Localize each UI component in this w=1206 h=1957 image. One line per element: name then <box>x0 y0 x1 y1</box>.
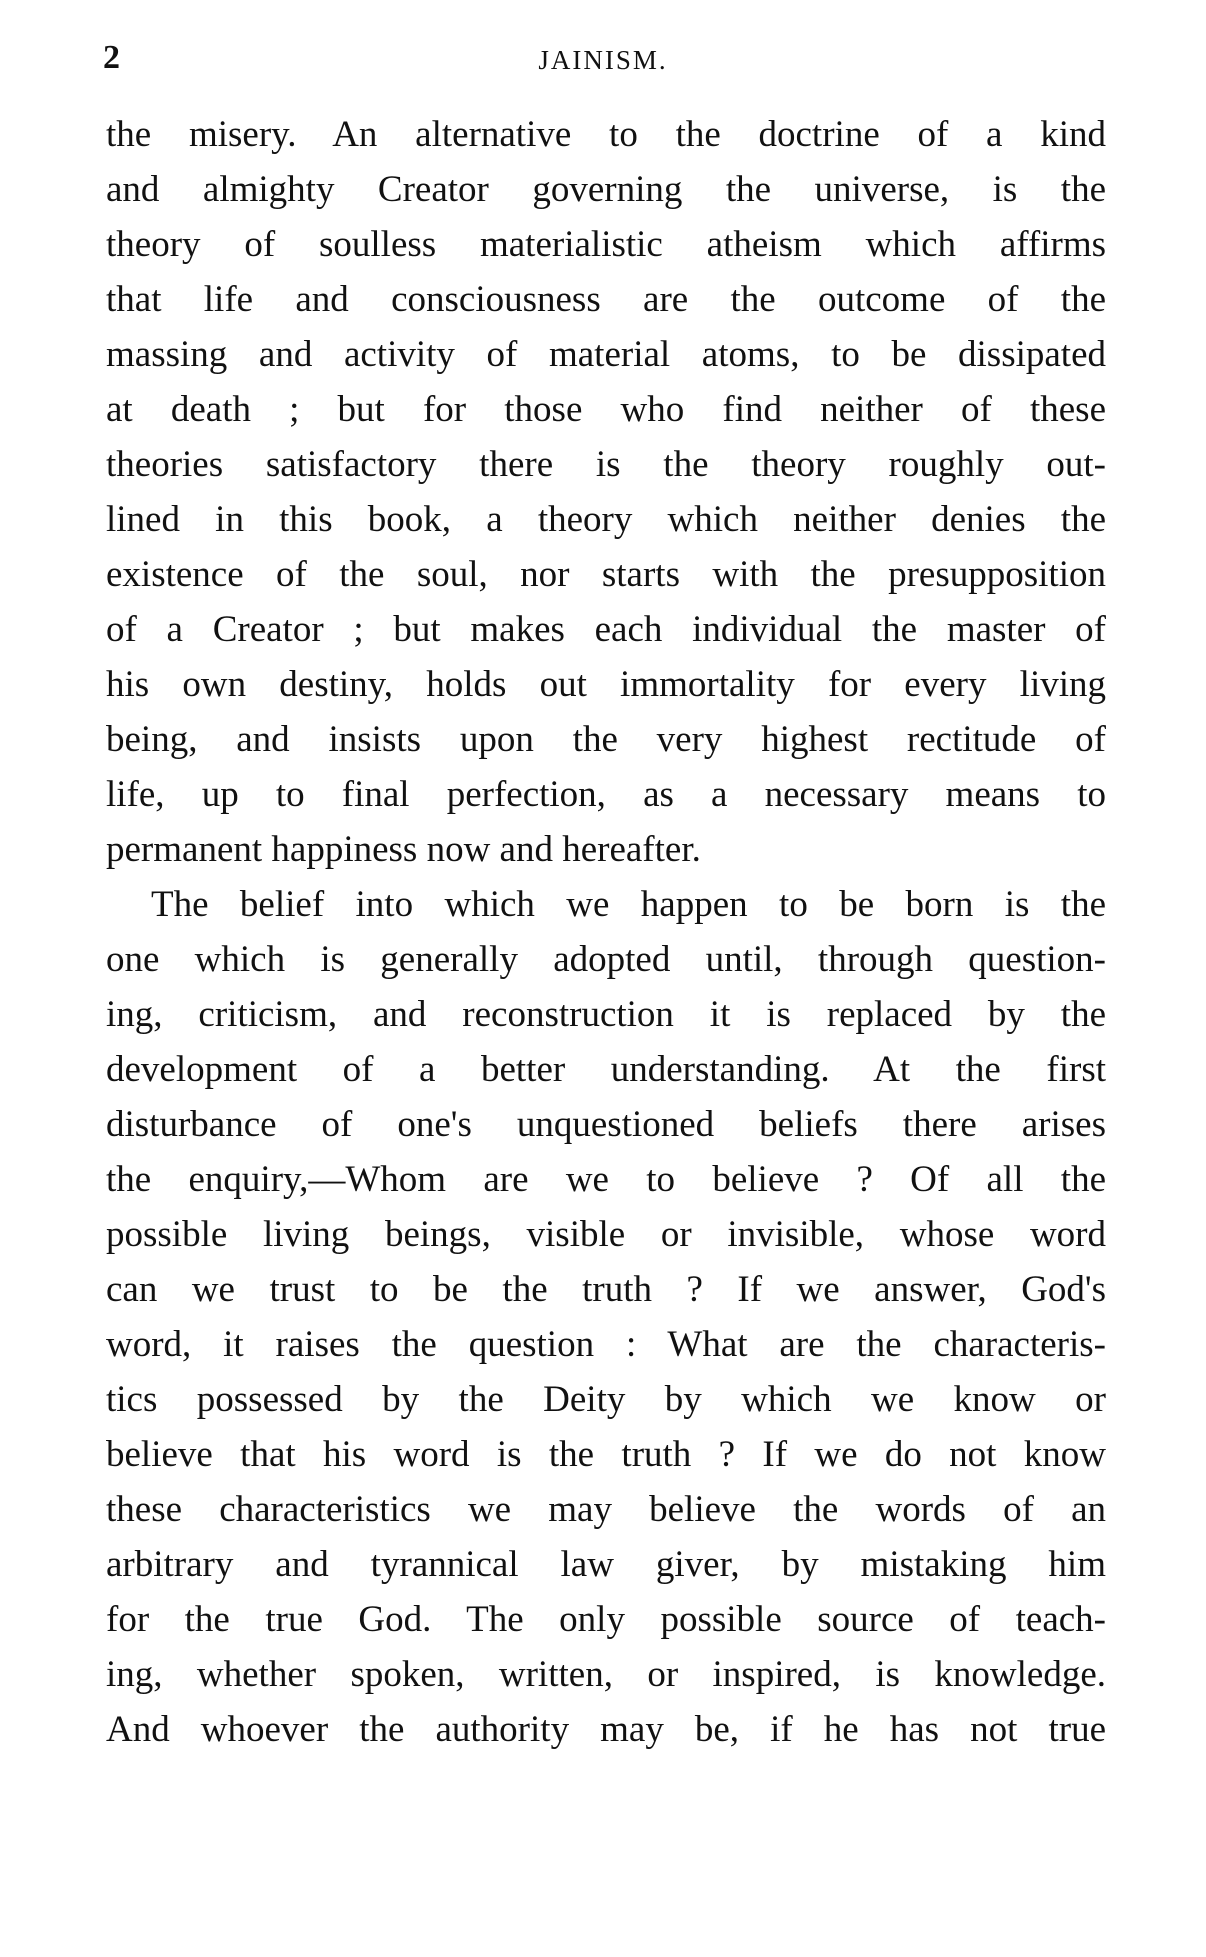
text-line: one which is generally adopted until, through question- <box>106 939 1106 980</box>
text-line: the enquiry,—Whom are we to believe ? Of all the <box>106 1159 1106 1200</box>
text-line: existence of the soul, nor starts with the presupposition <box>106 554 1106 595</box>
text-line: ing, criticism, and reconstruction it is replaced by the <box>106 994 1106 1035</box>
text-line: believe that his word is the truth ? If we do not know <box>106 1434 1106 1475</box>
paragraph-end-line: permanent happiness now and hereafter. <box>106 829 701 870</box>
text-line: theories satisfactory there is the theory roughly out- <box>106 444 1106 485</box>
text-line: for the true God. The only possible source of teach- <box>106 1599 1106 1640</box>
text-line: and almighty Creator governing the universe, is the <box>106 169 1106 210</box>
text-line: massing and activity of material atoms, to be dissipated <box>106 334 1106 375</box>
text-line: word, it raises the question : What are the characteris- <box>106 1324 1106 1365</box>
text-line: at death ; but for those who find neither of these <box>106 389 1106 430</box>
text-line: the misery. An alternative to the doctrine of a kind <box>106 114 1106 155</box>
text-line: these characteristics we may believe the words of an <box>106 1489 1106 1530</box>
text-line: possible living beings, visible or invisible, whose word <box>106 1214 1106 1255</box>
text-line: arbitrary and tyrannical law giver, by mistaking him <box>106 1544 1106 1585</box>
text-line: can we trust to be the truth ? If we answer, God's <box>106 1269 1106 1310</box>
text-line: tics possessed by the Deity by which we know or <box>106 1379 1106 1420</box>
running-title: JAINISM. <box>538 45 668 75</box>
text-line: that life and consciousness are the outcome of the <box>106 279 1106 320</box>
text-line: And whoever the authority may be, if he has not true <box>106 1709 1106 1750</box>
text-line: life, up to final perfection, as a necessary means to <box>106 774 1106 815</box>
text-line: theory of soulless materialistic atheism which affirms <box>106 224 1106 265</box>
text-line: of a Creator ; but makes each individual the master of <box>106 609 1106 650</box>
text-line: lined in this book, a theory which neither denies the <box>106 499 1106 540</box>
text-line: being, and insists upon the very highest rectitude of <box>106 719 1106 760</box>
paragraph-start-line: The belief into which we happen to be born is the <box>151 884 1106 925</box>
text-line: his own destiny, holds out immortality for every living <box>106 664 1106 705</box>
body-text <box>106 107 1106 1757</box>
text-line: disturbance of one's unquestioned beliefs there arises <box>106 1104 1106 1145</box>
page-number: 2 <box>103 39 120 76</box>
text-line: ing, whether spoken, written, or inspired, is knowledge. <box>106 1654 1106 1695</box>
text-line: development of a better understanding. At the first <box>106 1049 1106 1090</box>
